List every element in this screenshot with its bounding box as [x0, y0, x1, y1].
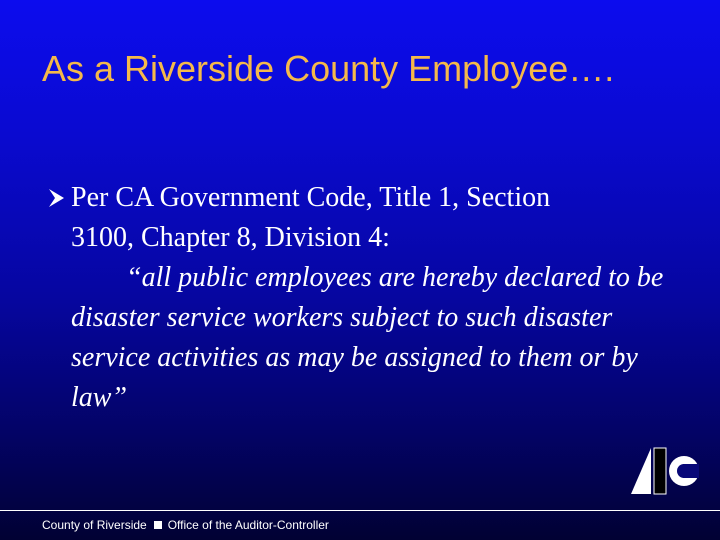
- county-logo-icon: [628, 438, 700, 498]
- bullet-quote: “all public employees are hereby declared to be disaster service workers subject to such disaster service activities as may be assigned to them or by law”: [71, 262, 664, 413]
- footer-left-text: County of Riverside: [42, 518, 147, 532]
- slide-title: As a Riverside County Employee….: [42, 48, 615, 89]
- bullet-lead-line-1: Per CA Government Code, Title 1, Section: [71, 182, 551, 213]
- bullet-item: [46, 178, 686, 258]
- footer-divider: [0, 510, 720, 511]
- square-bullet-icon: [154, 521, 162, 529]
- footer: [42, 517, 329, 533]
- footer-right-text: Office of the Auditor-Controller: [167, 518, 329, 532]
- slide-body: [46, 178, 686, 418]
- arrow-bullet-icon: [46, 178, 68, 218]
- bullet-lead-line-2: 3100, Chapter 8, Division 4:: [71, 222, 390, 253]
